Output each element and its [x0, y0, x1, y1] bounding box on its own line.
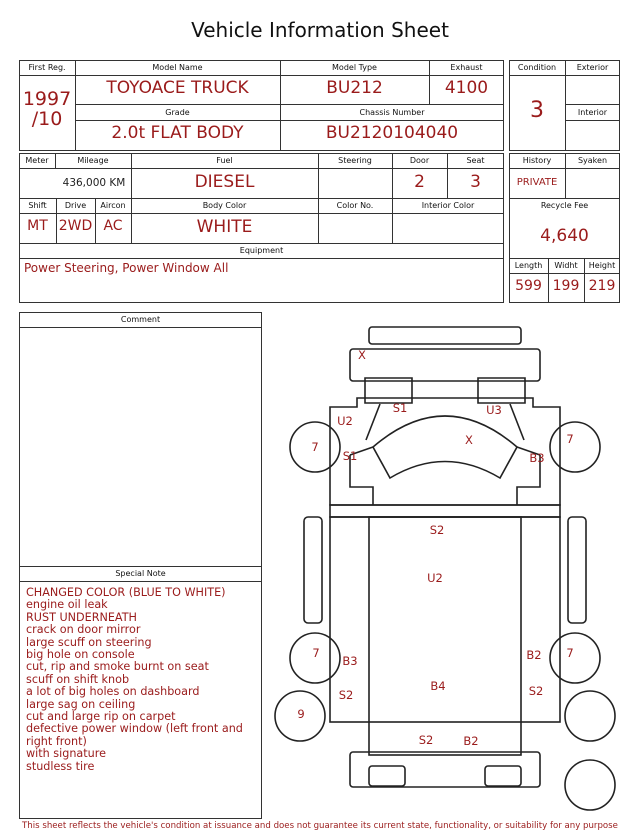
recycle-fee-label: Recycle Fee: [540, 201, 589, 210]
cab-outline: [330, 398, 560, 505]
drive-label: Drive: [64, 201, 87, 210]
first-reg-label: First Reg.: [28, 63, 66, 72]
mark-tailgate-right: B2: [463, 734, 479, 748]
mark-bed-rear-center: B4: [430, 679, 446, 693]
mark-rear-left-tire: 7: [312, 646, 320, 660]
special-note-item: with signature: [26, 747, 106, 761]
fuel-value: DIESEL: [194, 172, 255, 192]
special-note-label: Special Note: [115, 569, 166, 578]
mark-tailgate-left: S2: [418, 733, 434, 747]
mark-cab-right-door: B3: [529, 451, 545, 465]
windshield: [373, 416, 517, 478]
mileage-label: Mileage: [77, 156, 109, 165]
front-bumper-top: [369, 327, 521, 344]
door-value: 2: [414, 172, 425, 192]
body-color-label: Body Color: [202, 201, 247, 210]
mark-windshield: X: [465, 433, 473, 447]
special-note-item: studless tire: [26, 759, 95, 773]
mark-bed-left-side: B3: [342, 654, 358, 668]
special-note-item: a lot of big holes on dashboard: [26, 685, 200, 699]
shift-label: Shift: [28, 201, 47, 210]
shift-value: MT: [27, 218, 48, 234]
mark-bed-right-lower: S2: [528, 684, 544, 698]
aircon-value: AC: [103, 218, 123, 234]
mark-rear-right-tire: 7: [566, 646, 574, 660]
exhaust-label: Exhaust: [450, 63, 483, 72]
mark-front-bumper: X: [358, 348, 366, 362]
equipment-value: Power Steering, Power Window All: [24, 261, 229, 275]
model-name-value: TOYOACE TRUCK: [106, 78, 249, 98]
sheet-title: Vehicle Information Sheet: [191, 18, 449, 42]
mark-spare-tire: 9: [297, 707, 305, 721]
special-note-item: large sag on ceiling: [26, 697, 136, 711]
mark-front-left-tire: 7: [311, 440, 319, 454]
mark-cab-left-door-lower: S1: [342, 449, 358, 463]
special-note-item: crack on door mirror: [26, 623, 141, 637]
chassis-number-value: BU2120104040: [325, 123, 459, 143]
color-no-label: Color No.: [336, 201, 374, 210]
grade-value: 2.0t FLAT BODY: [111, 123, 244, 143]
special-note-item: right front): [26, 734, 87, 748]
spare-tire-right: [565, 691, 615, 741]
special-note-item: RUST UNDERNEATH: [26, 610, 137, 624]
body-color-value: WHITE: [196, 217, 253, 237]
mark-cab-front-left: S1: [392, 401, 408, 415]
special-note-item: engine oil leak: [26, 598, 108, 612]
front-right-tire: [550, 422, 600, 472]
model-name-label: Model Name: [152, 63, 203, 72]
special-note-item: defective power window (left front and: [26, 722, 243, 736]
syaken-label: Syaken: [577, 156, 608, 165]
bed-floor: [369, 517, 521, 755]
door-label: Door: [409, 156, 430, 165]
mark-cab-left-door-upper: U2: [337, 414, 353, 428]
model-type-value: BU212: [326, 78, 383, 98]
history-label: History: [522, 156, 552, 165]
length-label: Length: [514, 261, 543, 270]
exhaust-value: 4100: [444, 78, 489, 98]
steering-label: Steering: [338, 156, 372, 165]
mark-bed-right-side: B2: [526, 648, 542, 662]
height-label: Height: [588, 261, 616, 270]
first-reg-year: 1997: [22, 88, 72, 110]
special-note-item: big hole on console: [26, 648, 135, 661]
history-value: PRIVATE: [516, 177, 558, 188]
mark-bed-center: U2: [427, 571, 443, 585]
spare-tire-rear: [565, 760, 615, 810]
mark-bed-left-lower: S2: [338, 688, 354, 702]
condition-value: 3: [530, 98, 544, 123]
drive-value: 2WD: [58, 218, 93, 234]
special-note-item: cut, rip and smoke burnt on seat: [26, 660, 209, 674]
seat-value: 3: [470, 172, 481, 192]
mark-bed-front: S2: [429, 523, 445, 537]
interior-color-label: Interior Color: [421, 201, 475, 210]
mark-front-right-tire: 7: [566, 432, 574, 446]
height-value: 219: [588, 278, 616, 294]
special-note-item: cut and large rip on carpet: [26, 710, 176, 723]
width-label: Widht: [554, 261, 578, 270]
equipment-label: Equipment: [239, 246, 284, 255]
mileage-value: 436,000 KM: [62, 177, 126, 189]
model-type-label: Model Type: [332, 63, 377, 72]
width-value: 199: [552, 278, 580, 294]
exterior-label: Exterior: [576, 63, 609, 72]
special-note-item: large scuff on steering: [26, 635, 152, 649]
rear-bumper: [350, 752, 540, 787]
length-value: 599: [515, 278, 542, 294]
rear-right-tire: [550, 633, 600, 683]
chassis-number-label: Chassis Number: [359, 108, 425, 117]
fuel-label: Fuel: [216, 156, 233, 165]
recycle-fee-value: 4,640: [540, 226, 589, 246]
special-note-item: CHANGED COLOR (BLUE TO WHITE): [26, 586, 226, 599]
disclaimer-footer: This sheet reflects the vehicle's condition at issuance and does not guarantee its current state, functionality, or suitability for any purpose: [22, 821, 618, 831]
special-note-item: scuff on shift knob: [26, 672, 130, 686]
meter-label: Meter: [25, 156, 49, 165]
condition-label: Condition: [517, 63, 557, 72]
comment-label: Comment: [120, 315, 161, 324]
aircon-label: Aircon: [100, 201, 126, 210]
grade-label: Grade: [165, 108, 190, 117]
first-reg-month: /10: [31, 108, 63, 130]
seat-label: Seat: [466, 156, 485, 165]
front-bumper: [350, 349, 540, 381]
interior-label: Interior: [577, 108, 608, 117]
mark-cab-front-right: U3: [486, 403, 502, 417]
